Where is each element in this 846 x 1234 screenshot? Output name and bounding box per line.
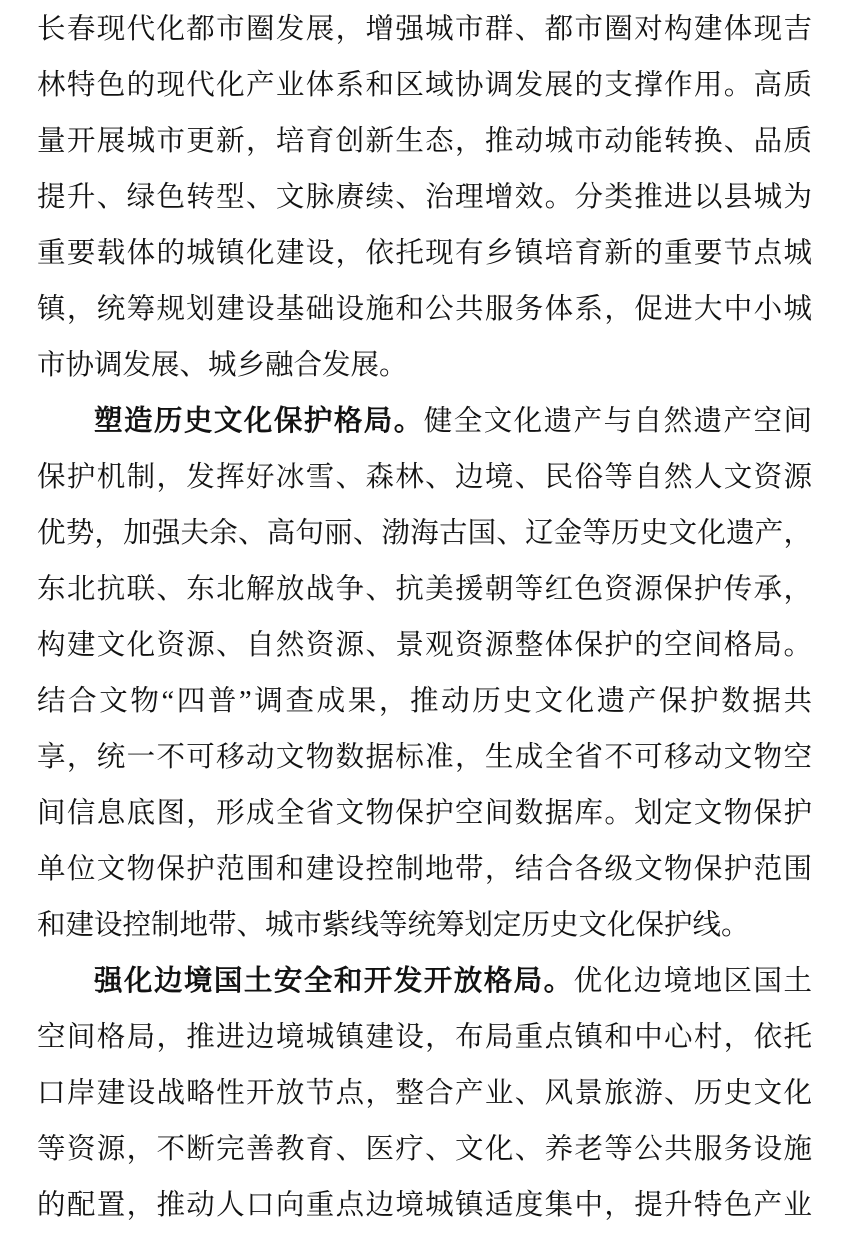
text-line: 优势，加强夫余、高句丽、渤海古国、辽金等历史文化遗产， [37, 518, 812, 549]
text-line: 空间格局，推进边境城镇建设，布局重点镇和中心村，依托 [37, 1022, 812, 1053]
paragraph-urban-development [37, 2, 812, 394]
text-line: 重要载体的城镇化建设，依托现有乡镇培育新的重要节点城 [37, 238, 812, 269]
text-line: 保护机制，发挥好冰雪、森林、边境、民俗等自然人文资源 [37, 462, 812, 493]
text-line: 的配置，推动人口向重点边境城镇适度集中，提升特色产业 [37, 1190, 812, 1221]
text-line: 提升、绿色转型、文脉赓续、治理增效。分类推进以县城为 [37, 182, 812, 213]
text-line: 和建设控制地带、城市紫线等统筹划定历史文化保护线。 [37, 910, 750, 941]
text-line: 享，统一不可移动文物数据标准，生成全省不可移动文物空 [37, 742, 812, 773]
text-line: 单位文物保护范围和建设控制地带，结合各级文物保护范围 [37, 854, 812, 885]
text-line: 林特色的现代化产业体系和区域协调发展的支撑作用。高质 [37, 70, 812, 101]
paragraph-lead-rest: 健全文化遗产与自然遗产空间 [423, 406, 812, 437]
paragraph-lead-rest: 优化边境地区国土 [573, 966, 812, 997]
text-line: 长春现代化都市圈发展，增强城市群、都市圈对构建体现吉 [37, 14, 812, 45]
text-line: 结合文物“四普”调查成果，推动历史文化遗产保护数据共 [37, 686, 812, 717]
text-line: 市协调发展、城乡融合发展。 [37, 350, 408, 381]
paragraph-border-security-development [37, 954, 812, 1234]
paragraph-historic-culture-protection [37, 394, 812, 954]
paragraph-first-line [37, 954, 812, 1010]
text-line: 东北抗联、东北解放战争、抗美援朝等红色资源保护传承， [37, 574, 812, 605]
text-line: 口岸建设战略性开放节点，整合产业、风景旅游、历史文化 [37, 1078, 812, 1109]
text-line: 构建文化资源、自然资源、景观资源整体保护的空间格局。 [37, 630, 812, 661]
paragraph-first-line [37, 394, 812, 450]
paragraph-lead: 强化边境国土安全和开发开放格局。 [94, 966, 574, 997]
text-line: 间信息底图，形成全省文物保护空间数据库。划定文物保护 [37, 798, 812, 829]
text-line: 量开展城市更新，培育创新生态，推动城市动能转换、品质 [37, 126, 812, 157]
text-line: 等资源，不断完善教育、医疗、文化、养老等公共服务设施 [37, 1134, 812, 1165]
paragraph-lead: 塑造历史文化保护格局。 [94, 406, 424, 437]
text-line: 镇，统筹规划建设基础设施和公共服务体系，促进大中小城 [37, 294, 812, 325]
